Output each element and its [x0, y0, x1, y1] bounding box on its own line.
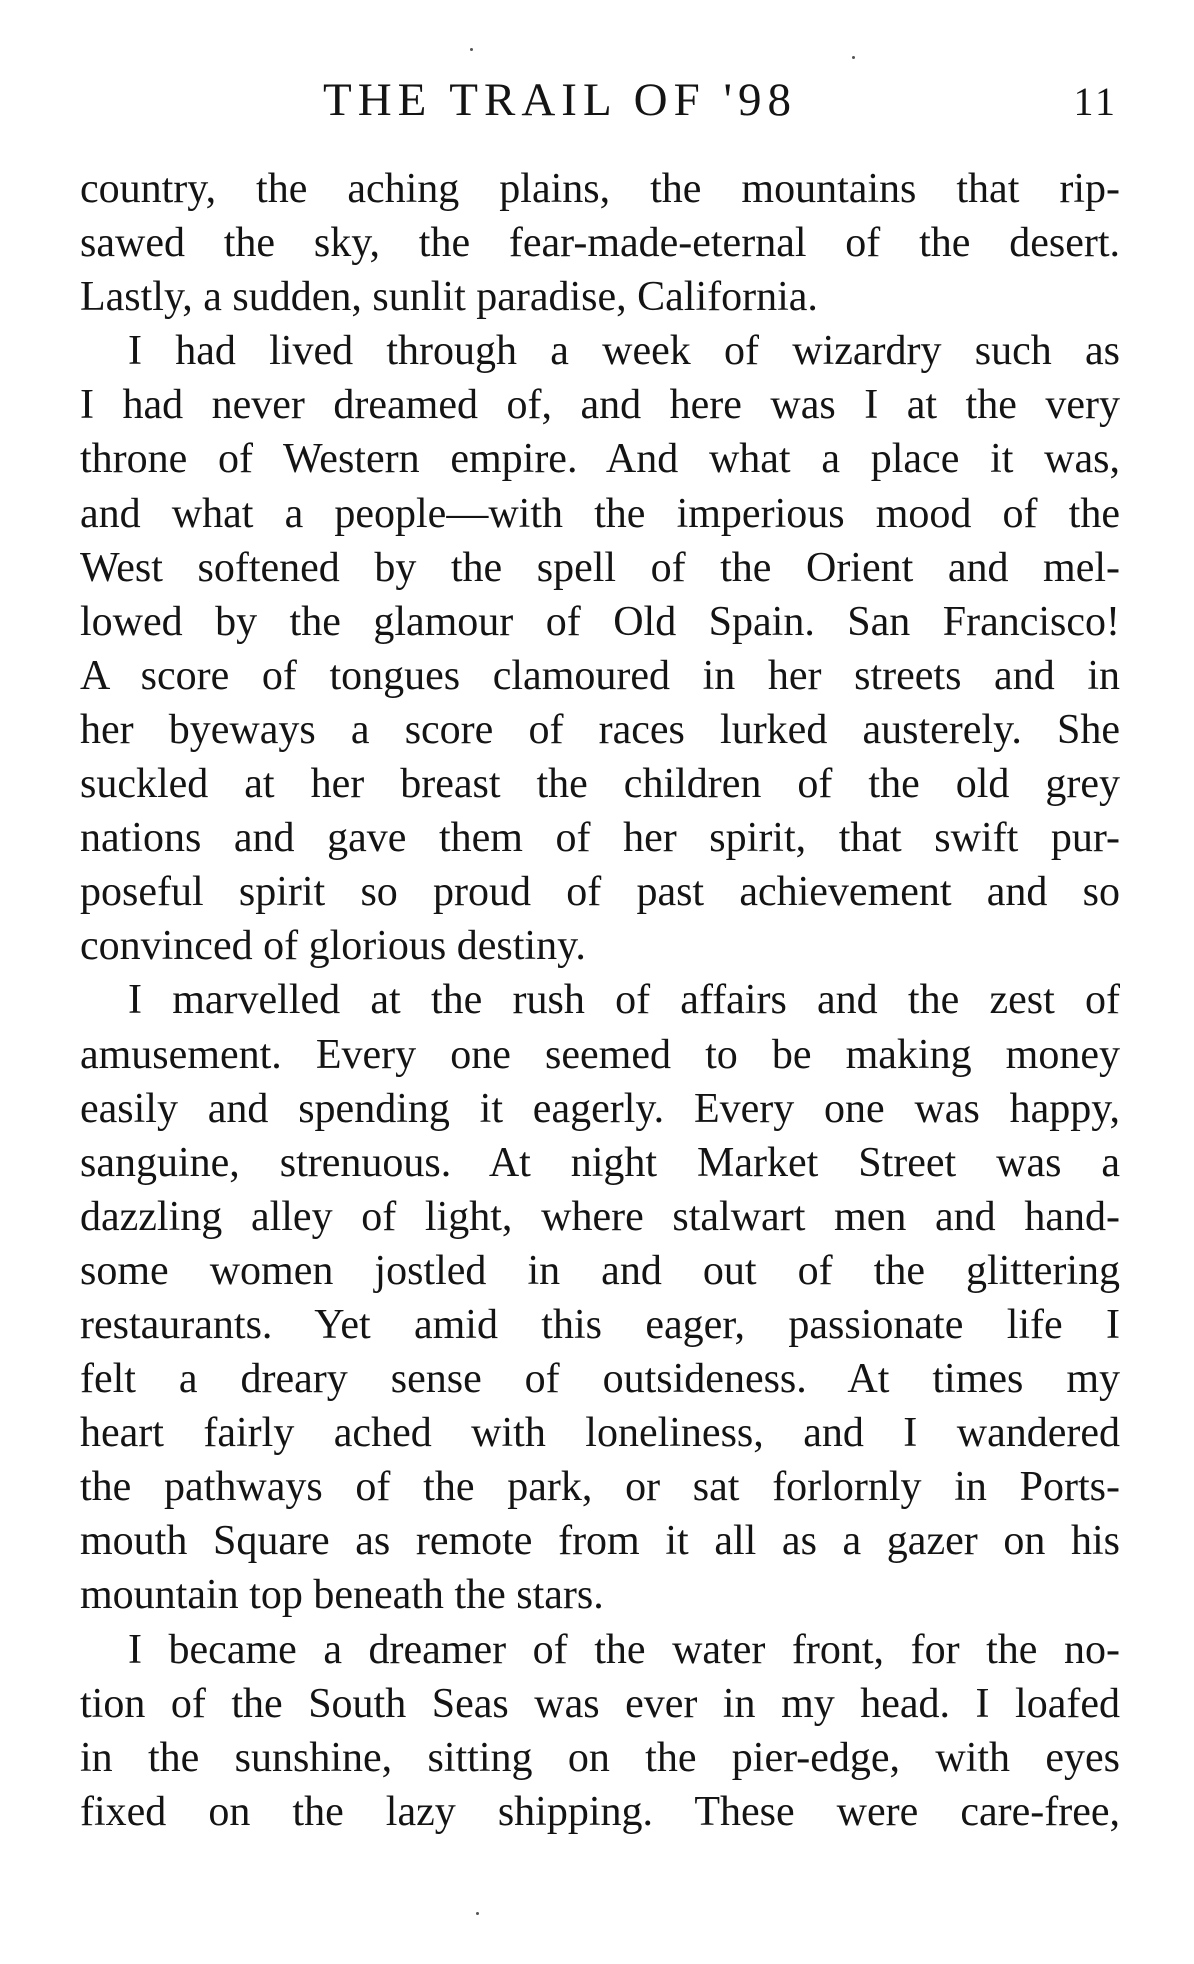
text-line: lowed by the glamour of Old Spain. San Francisco! — [80, 598, 1120, 645]
page-number: 11 — [1073, 79, 1118, 124]
body-text — [80, 162, 1120, 1839]
paragraph — [80, 162, 1120, 324]
text-line: country, the aching plains, the mountains that rip- — [80, 166, 1120, 212]
text-line: I marvelled at the rush of affairs and the zest of — [128, 977, 1120, 1024]
text-line: her byeways a score of races lurked austerely. She — [80, 706, 1120, 753]
text-line: poseful spirit so proud of past achievement and so — [80, 869, 1120, 916]
text-line: in the sunshine, sitting on the pier-edge, with eyes — [80, 1734, 1120, 1781]
print-speck — [470, 48, 473, 51]
text-line: I became a dreamer of the water front, for the no- — [128, 1626, 1120, 1673]
text-line: mountain top beneath the stars. — [80, 1572, 604, 1619]
running-head — [80, 70, 1120, 130]
print-speck — [476, 1912, 479, 1915]
text-line: and what a people—with the imperious mood of the — [80, 490, 1120, 537]
text-line: West softened by the spell of the Orient and mel- — [80, 544, 1120, 591]
text-line: tion of the South Seas was ever in my head. I loafed — [80, 1680, 1120, 1727]
paragraph — [80, 1623, 1120, 1839]
text-line: throne of Western empire. And what a place it was, — [80, 436, 1120, 483]
text-line: fixed on the lazy shipping. These were care-free, — [80, 1788, 1120, 1835]
text-line: easily and spending it eagerly. Every one was happy, — [80, 1085, 1120, 1132]
text-line: I had lived through a week of wizardry such as — [128, 328, 1120, 375]
text-line: dazzling alley of light, where stalwart men and hand- — [80, 1193, 1120, 1240]
text-line: restaurants. Yet amid this eager, passionate life I — [80, 1301, 1120, 1348]
running-title: THE TRAIL OF '98 — [323, 74, 797, 126]
text-line: heart fairly ached with loneliness, and I wandered — [80, 1410, 1120, 1457]
text-line: mouth Square as remote from it all as a gazer on his — [80, 1518, 1120, 1565]
print-speck — [852, 56, 855, 59]
text-line: nations and gave them of her spirit, that swift pur- — [80, 815, 1120, 862]
text-line: sawed the sky, the fear-made-eternal of the desert. — [80, 220, 1120, 267]
text-line: some women jostled in and out of the glittering — [80, 1247, 1120, 1294]
text-line: suckled at her breast the children of the old grey — [80, 761, 1120, 808]
paragraph — [80, 324, 1120, 973]
text-line: A score of tongues clamoured in her streets and in — [80, 652, 1120, 699]
text-line: amusement. Every one seemed to be making money — [80, 1031, 1120, 1078]
text-line: I had never dreamed of, and here was I at the very — [80, 382, 1120, 429]
paragraph — [80, 973, 1120, 1622]
text-line: felt a dreary sense of outsideness. At times my — [80, 1356, 1120, 1403]
text-line: sanguine, strenuous. At night Market Street was a — [80, 1139, 1120, 1186]
text-line: the pathways of the park, or sat forlornly in Ports- — [80, 1464, 1120, 1511]
text-line: convinced of glorious destiny. — [80, 923, 586, 970]
text-line: Lastly, a sudden, sunlit paradise, California. — [80, 274, 818, 321]
